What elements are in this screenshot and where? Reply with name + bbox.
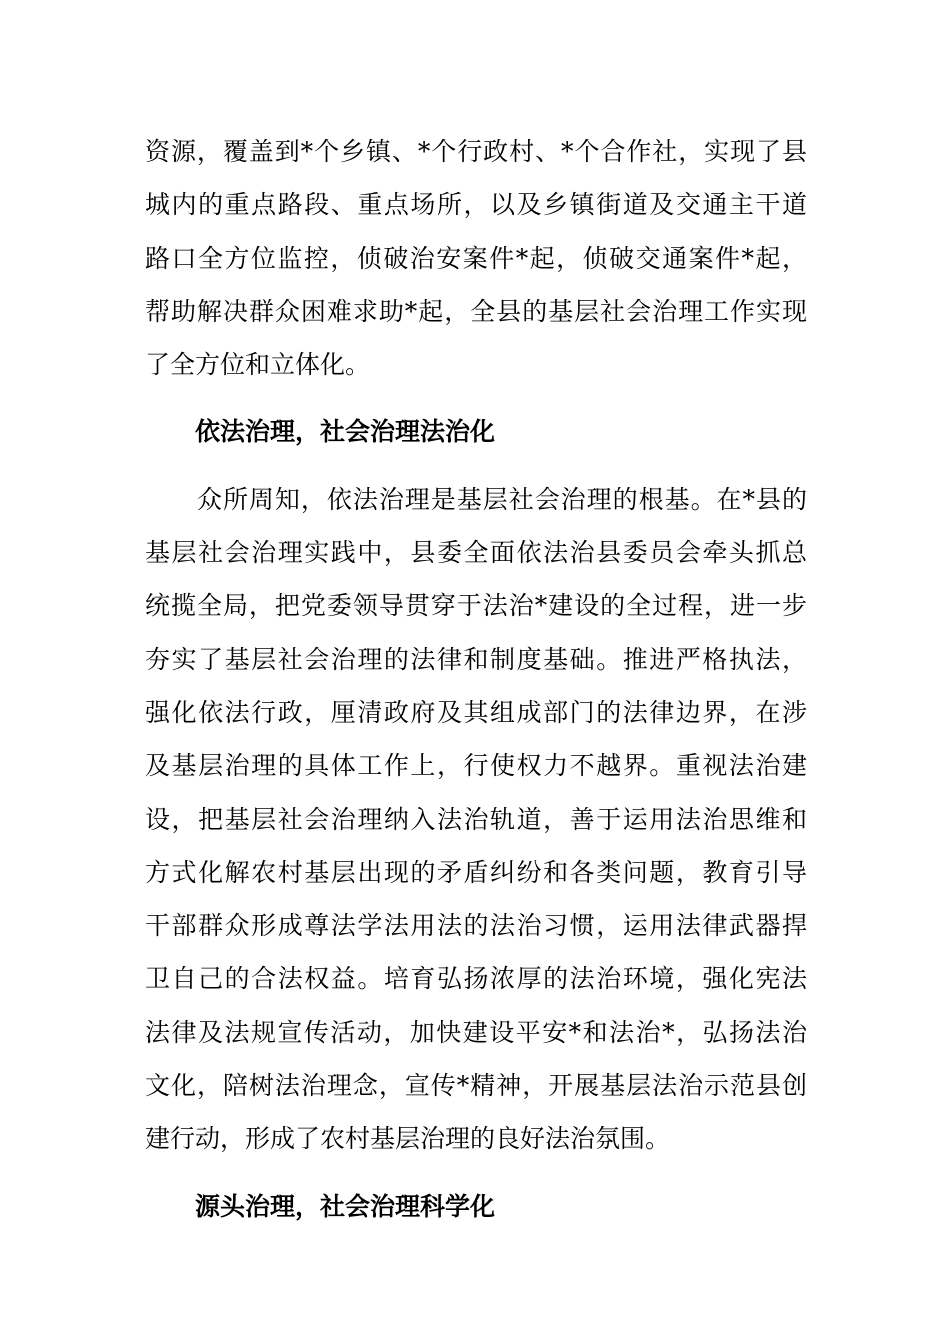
paragraph-1 [145,125,807,391]
paragraph-line: 方式化解农村基层出现的矛盾纠纷和各类问题，教育引导 [145,857,807,887]
paragraph-line: 夯实了基层社会治理的法律和制度基础。推进严格执法， [145,644,807,674]
paragraph-line: 帮助解决群众困难求助*起，全县的基层社会治理工作实现 [145,296,807,326]
paragraph-line: 法律及法规宣传活动，加快建设平安*和法治*，弘扬法治 [145,1017,807,1047]
paragraph-line: 及基层治理的具体工作上，行使权力不越界。重视法治建 [145,751,807,781]
paragraph-line: 设，把基层社会治理纳入法治轨道，善于运用法治思维和 [145,804,807,834]
paragraph-line: 了全方位和立体化。 [145,350,371,380]
paragraph-line: 城内的重点路段、重点场所，以及乡镇街道及交通主干道 [145,190,807,220]
paragraph-line: 基层社会治理实践中，县委全面依法治县委员会牵头抓总 [145,538,807,568]
paragraph-line: 路口全方位监控，侦破治安案件*起，侦破交通案件*起， [145,243,807,273]
section-heading-source-governance: 源头治理，社会治理科学化 [195,1191,496,1221]
paragraph-line: 文化，陪树法治理念，宣传*精神，开展基层法治示范县创 [145,1071,807,1101]
section-heading-rule-of-law: 依法治理，社会治理法治化 [195,417,496,447]
paragraph-line: 建行动，形成了农村基层治理的良好法治氛围。 [145,1124,671,1154]
paragraph-line: 资源，覆盖到*个乡镇、*个行政村、*个合作社，实现了县 [145,137,807,166]
document-body [145,125,807,1233]
paragraph-2 [145,473,807,1166]
paragraph-line: 统揽全局，把党委领导贯穿于法治*建设的全过程，进一步 [145,591,807,621]
paragraph-line: 强化依法行政，厘清政府及其组成部门的法律边界，在涉 [145,697,807,727]
paragraph-line: 卫自己的合法权益。培育弘扬浓厚的法治环境，强化宪法 [145,964,807,994]
paragraph-line: 干部群众形成尊法学法用法的法治习惯，运用法律武器捍 [145,911,807,941]
paragraph-line: 众所周知，依法治理是基层社会治理的根基。在*县的 [145,484,807,514]
